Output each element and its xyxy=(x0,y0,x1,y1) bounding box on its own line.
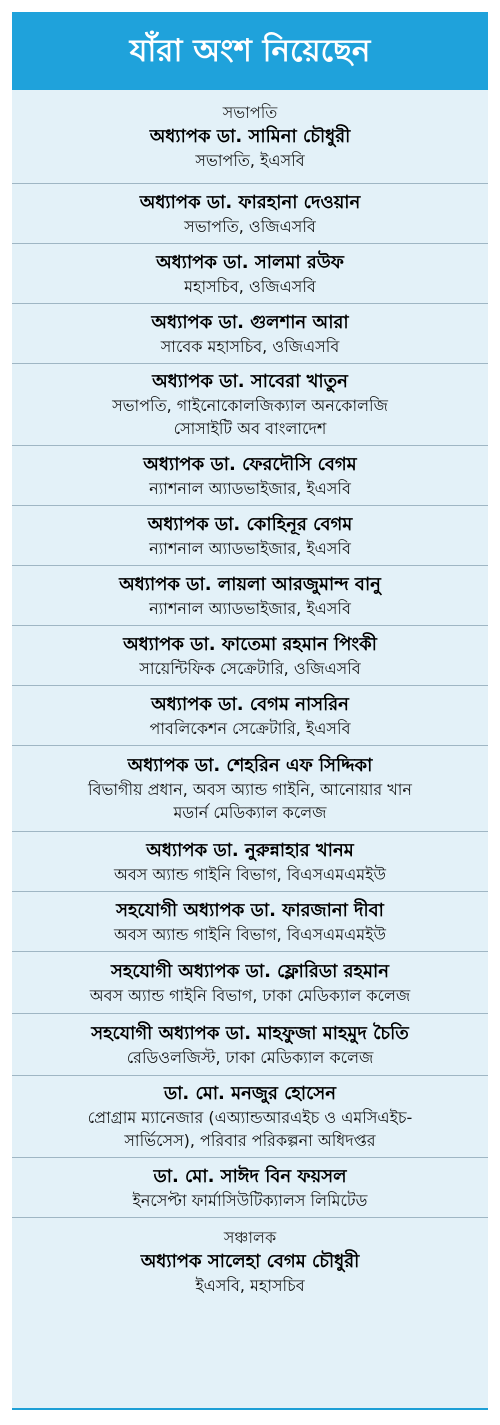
participant-name: সহযোগী অধ্যাপক ডা. ফ্লোরিডা রহমান xyxy=(111,960,389,982)
participant-name: সহযোগী অধ্যাপক ডা. ফারজানা দীবা xyxy=(116,899,384,921)
participant-entry xyxy=(12,90,488,184)
participant-designation: মডার্ন মেডিক্যাল কলেজ xyxy=(173,803,327,822)
participant-designation: অবস অ্যান্ড গাইনি বিভাগ, বিএসএমএমইউ xyxy=(114,864,386,884)
participant-list xyxy=(12,90,488,1306)
participant-name: অধ্যাপক ডা. সাবেরা খাতুন xyxy=(152,371,348,392)
participant-designation: সভাপতি, ওজিএসবি xyxy=(184,216,316,236)
participant-designation: অবস অ্যান্ড গাইনি বিভাগ, বিএসএমএমইউ xyxy=(114,924,386,944)
participant-designation: ন্যাশনাল অ্যাডভাইজার, ইএসবি xyxy=(149,478,351,498)
participant-entry xyxy=(12,446,488,506)
participant-designation: সোসাইটি অব বাংলাদেশ xyxy=(173,419,327,438)
participant-entry xyxy=(12,1158,488,1218)
participant-designation: প্রোগ্রাম ম্যানেজার (এঅ্যান্ডআরএইচ ও এমসিএইচ- xyxy=(87,1108,413,1127)
participant-designation: সভাপতি, গাইনোকোলজিক্যাল অনকোলজি xyxy=(112,396,388,415)
participant-name: অধ্যাপক ডা. শেহরিন এফ সিদ্দিকা xyxy=(127,755,373,776)
participant-designation: ইএসবি, মহাসচিব xyxy=(195,1276,305,1295)
participant-designation: সাবেক মহাসচিব, ওজিএসবি xyxy=(160,336,340,356)
participant-name: অধ্যাপক ডা. নুরুন্নাহার খানম xyxy=(146,839,354,861)
panel-header xyxy=(12,12,488,90)
participant-name: অধ্যাপক ডা. ফাতেমা রহমান পিংকী xyxy=(123,633,377,655)
participant-name: অধ্যাপক ডা. লায়লা আরজুমান্দ বানু xyxy=(119,573,381,595)
participant-designation: পাবলিকেশন সেক্রেটারি, ইএসবি xyxy=(149,718,351,738)
participant-role-label: সভাপতি xyxy=(222,102,278,122)
participant-designation: সভাপতি, ইএসবি xyxy=(195,150,305,170)
participant-designation: ইনসেপ্টা ফার্মাসিউটিক্যালস লিমিটেড xyxy=(132,1190,368,1210)
participant-designation: রেডিওলজিস্ট, ঢাকা মেডিক্যাল কলেজ xyxy=(126,1047,374,1067)
participant-designation: অবস অ্যান্ড গাইনি বিভাগ, ঢাকা মেডিক্যাল কলেজ xyxy=(89,985,411,1005)
participant-entry xyxy=(12,1218,488,1306)
participant-entry xyxy=(12,892,488,952)
participant-name: অধ্যাপক ডা. সালমা রউফ xyxy=(156,251,344,273)
participant-name: অধ্যাপক ডা. ফেরদৌসি বেগম xyxy=(143,453,357,475)
participants-panel xyxy=(12,12,488,1410)
participant-entry xyxy=(12,626,488,686)
participant-role-label: সঞ্চালক xyxy=(223,1228,277,1247)
participant-name: অধ্যাপক ডা. ফারহানা দেওয়ান xyxy=(139,191,361,213)
participant-name: ডা. মো. সাঈদ বিন ফয়সল xyxy=(153,1165,347,1187)
participant-name: অধ্যাপক ডা. বেগম নাসরিন xyxy=(151,693,349,715)
participant-entry xyxy=(12,304,488,364)
participant-name: অধ্যাপক ডা. সামিনা চৌধুরী xyxy=(149,125,351,147)
participant-entry xyxy=(12,566,488,626)
participant-designation: ন্যাশনাল অ্যাডভাইজার, ইএসবি xyxy=(149,598,351,618)
participant-designation: মহাসচিব, ওজিএসবি xyxy=(184,276,316,296)
participant-designation: সার্ভিসেস), পরিবার পরিকল্পনা অধিদপ্তর xyxy=(124,1131,376,1150)
participant-entry xyxy=(12,244,488,304)
participant-name: অধ্যাপক ডা. গুলশান আরা xyxy=(151,311,349,333)
participant-entry xyxy=(12,1076,488,1158)
participant-entry xyxy=(12,952,488,1014)
participant-entry xyxy=(12,746,488,832)
participant-entry xyxy=(12,1014,488,1076)
participant-name: সহযোগী অধ্যাপক ডা. মাহফুজা মাহমুদ চৈতি xyxy=(91,1022,409,1044)
participant-entry xyxy=(12,364,488,446)
participant-entry xyxy=(12,832,488,892)
participant-designation: ন্যাশনাল অ্যাডভাইজার, ইএসবি xyxy=(149,538,351,558)
participant-entry xyxy=(12,686,488,746)
participant-designation: সায়েন্টিফিক সেক্রেটারি, ওজিএসবি xyxy=(139,658,361,678)
participant-entry xyxy=(12,184,488,244)
panel-title: যাঁরা অংশ নিয়েছেন xyxy=(129,32,371,69)
participant-name: ডা. মো. মনজুর হোসেন xyxy=(163,1083,337,1104)
participant-name: অধ্যাপক সালেহা বেগম চৌধুরী xyxy=(140,1251,360,1272)
participant-name: অধ্যাপক ডা. কোহিনূর বেগম xyxy=(147,513,353,535)
participant-entry xyxy=(12,506,488,566)
participant-designation: বিভাগীয় প্রধান, অবস অ্যান্ড গাইনি, আনোয়ার খান xyxy=(88,780,412,799)
